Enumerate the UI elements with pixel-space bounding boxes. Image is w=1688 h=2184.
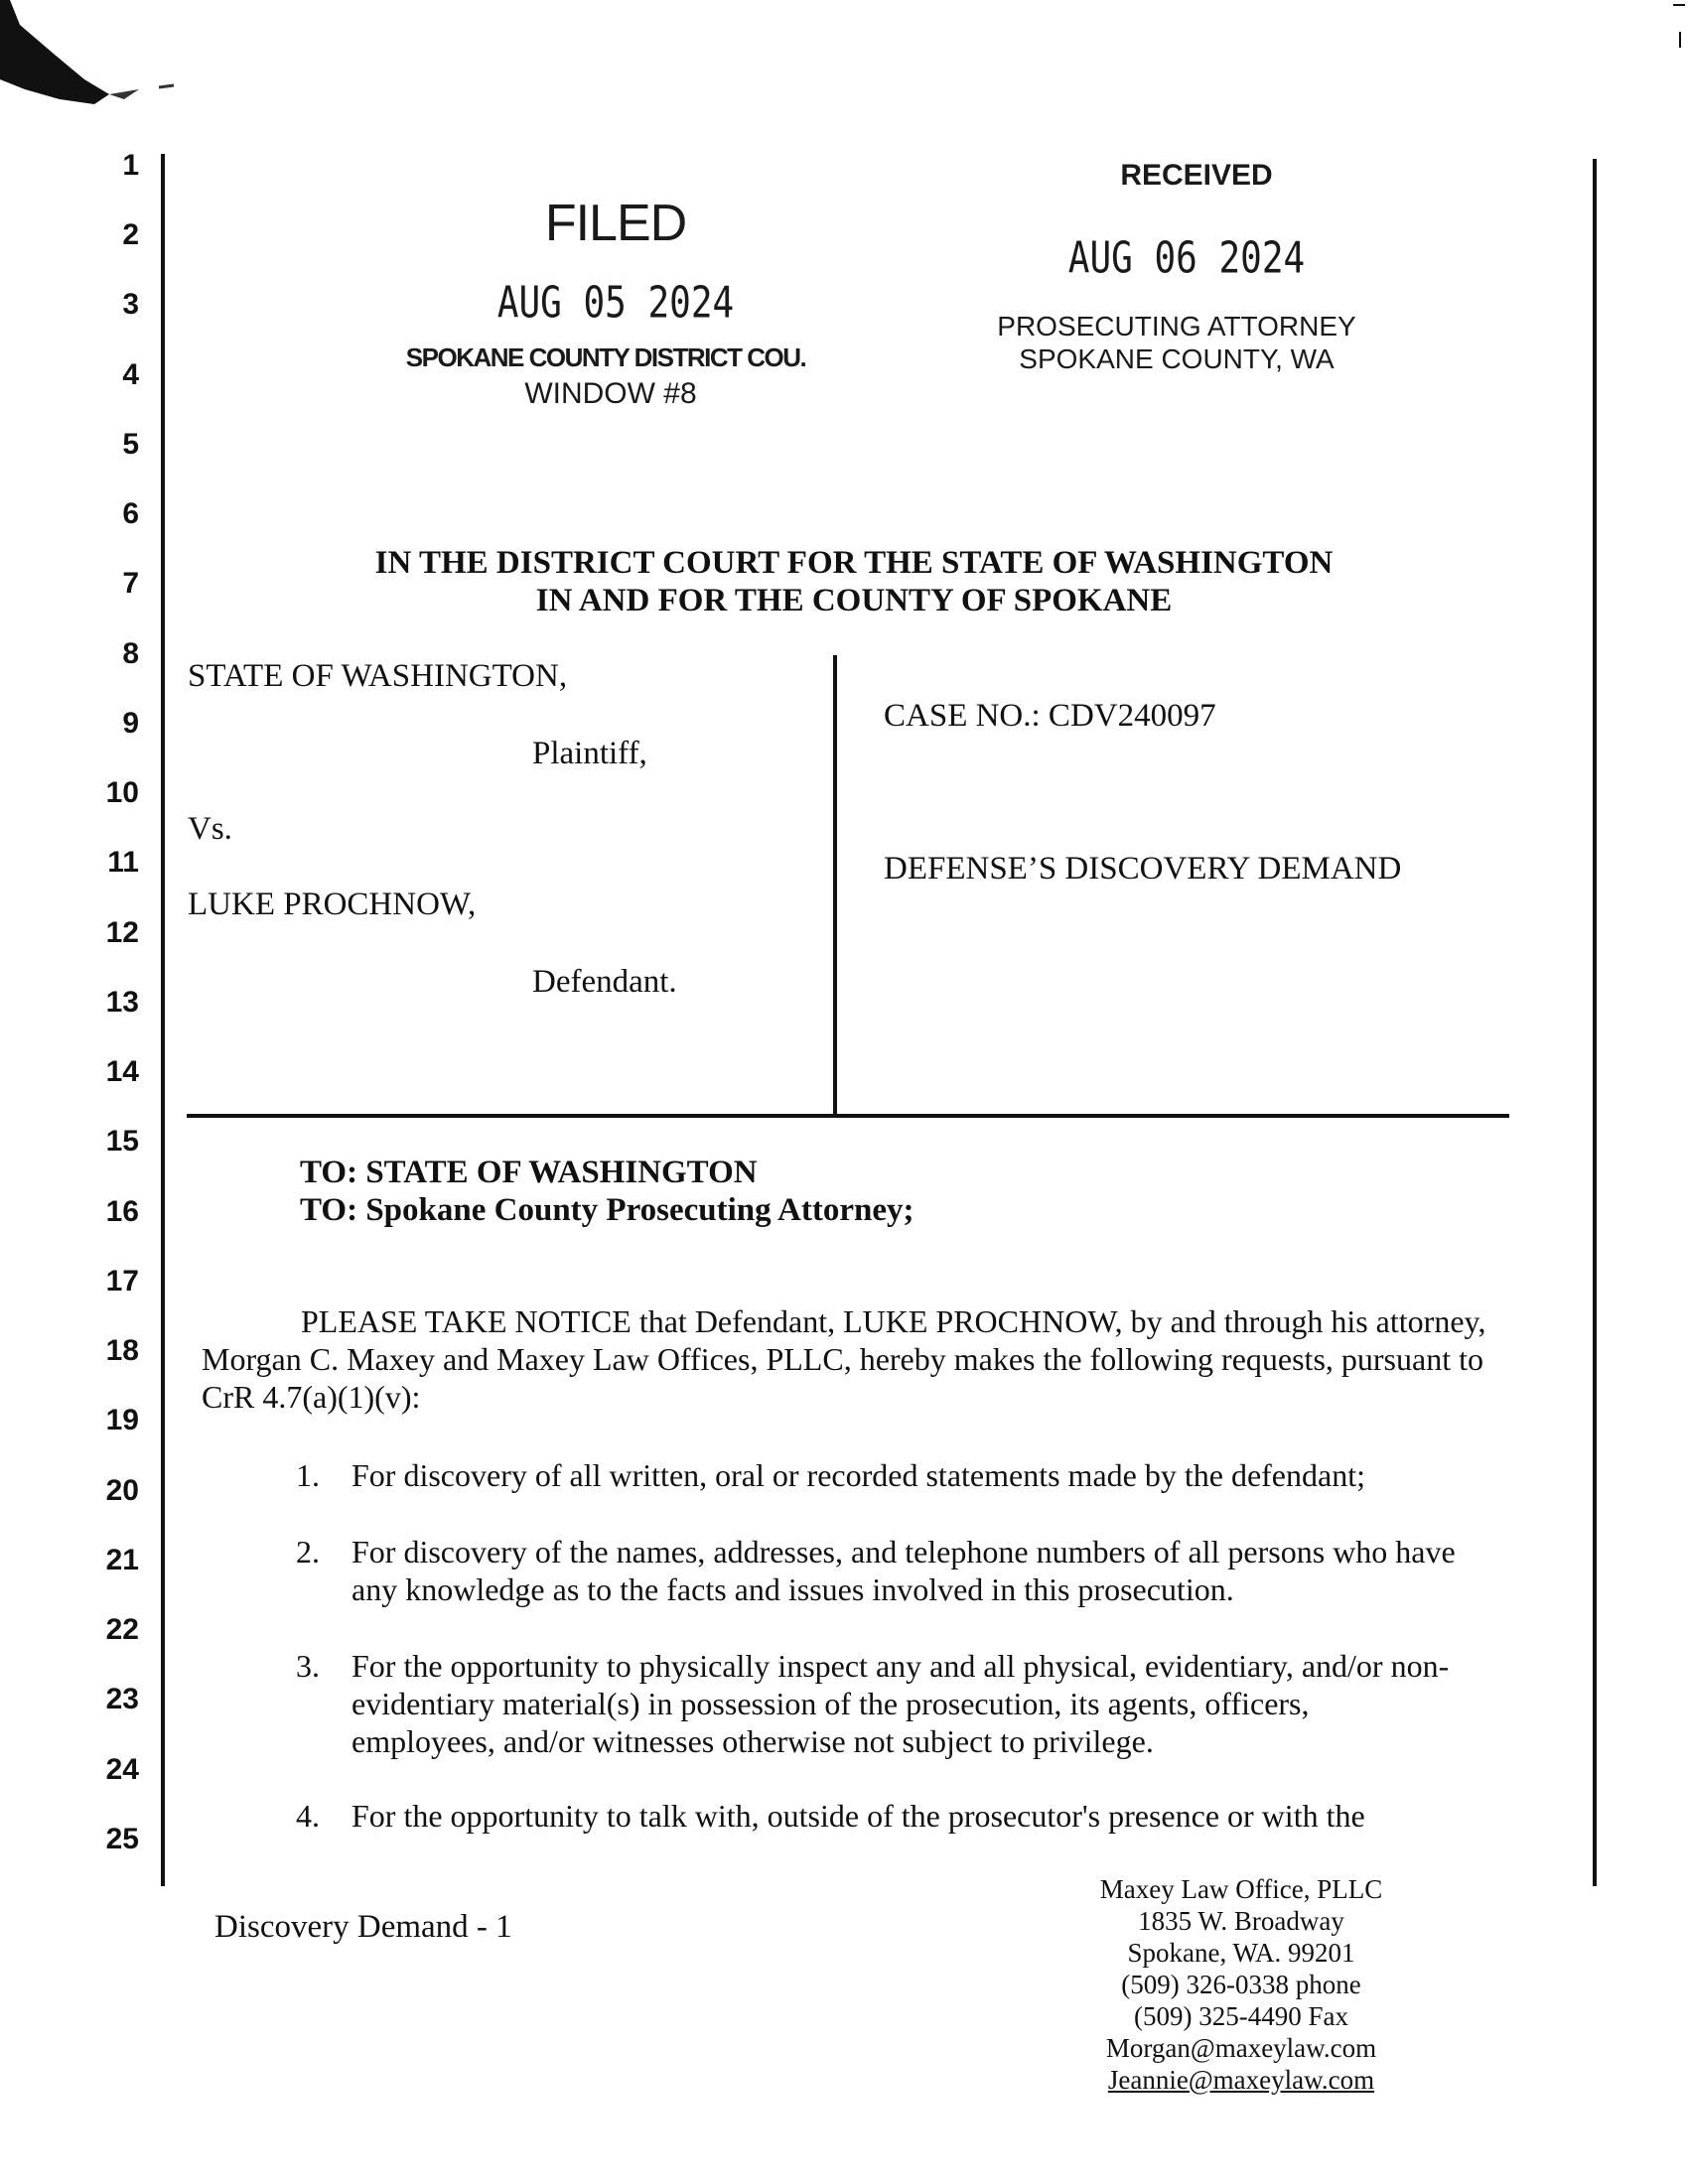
firm-email-morgan[interactable]: Morgan@maxeylaw.com (1105, 2033, 1377, 2063)
request-number: 2. (296, 1534, 320, 1570)
line-number: 12 (105, 916, 139, 949)
firm-fax: (509) 325-4490 Fax (1134, 2001, 1348, 2031)
line-number: 8 (122, 637, 139, 670)
received-stamp-date: AUG 06 2024 (1067, 233, 1306, 284)
footer-page-title: Discovery Demand - 1 (214, 1909, 512, 1945)
line-number: 18 (105, 1334, 139, 1367)
firm-street: 1835 W. Broadway (1138, 1906, 1344, 1936)
received-stamp-office (973, 310, 1380, 375)
scan-corner-mark (0, 0, 189, 119)
court-heading-line1: IN THE DISTRICT COURT FOR THE STATE OF WASHINGTON (374, 545, 1334, 581)
plaintiff-name: STATE OF WASHINGTON, (188, 658, 568, 694)
firm-email-jeannie[interactable]: Jeannie@maxeylaw.com (1107, 2065, 1375, 2095)
court-heading (258, 544, 1450, 619)
line-number: 23 (105, 1683, 139, 1715)
document-title: DEFENSE’S DISCOVERY DEMAND (884, 851, 1402, 887)
left-margin-rule (161, 154, 165, 1886)
line-number: 16 (105, 1195, 139, 1228)
addressee-line: TO: Spokane County Prosecuting Attorney; (300, 1192, 914, 1228)
line-number: 11 (107, 846, 139, 879)
filed-stamp-court: SPOKANE COUNTY DISTRICT COU. (405, 342, 806, 372)
scan-edge-mark (1658, 0, 1688, 69)
line-number: 25 (105, 1823, 139, 1855)
request-text: For discovery of the names, addresses, and telephone numbers of all persons who have any knowledge as to the facts and issues involved in this prosecution. (352, 1534, 1456, 1607)
request-text: For the opportunity to physically inspect any and all physical, evidentiary, and/or non-evidentiary material(s) in possession of the prosecution, its agents, officers, employees, and/or witnesses otherwise not subject to privilege. (352, 1648, 1450, 1759)
firm-city: Spokane, WA. 99201 (1127, 1938, 1355, 1968)
caption-divider (833, 655, 837, 1114)
request-text: For the opportunity to talk with, outside of the prosecutor's presence or with the (352, 1798, 1365, 1834)
line-number: 24 (105, 1753, 139, 1786)
line-number: 3 (122, 288, 139, 321)
request-number: 1. (296, 1457, 320, 1493)
line-number: 10 (105, 776, 139, 809)
line-number: 17 (105, 1265, 139, 1297)
line-number: 14 (105, 1055, 139, 1088)
line-number: 13 (105, 986, 139, 1019)
firm-phone: (509) 326-0338 phone (1121, 1970, 1361, 1999)
versus-label: Vs. (188, 811, 232, 847)
request-item (296, 1647, 1458, 1760)
request-text: For discovery of all written, oral or recorded statements made by the defendant; (352, 1457, 1365, 1493)
line-number: 1 (122, 149, 139, 182)
line-number: 5 (122, 428, 139, 461)
firm-address-block (1082, 1873, 1400, 2096)
line-number: 22 (105, 1613, 139, 1646)
received-stamp-title: RECEIVED (1120, 159, 1273, 192)
line-number: 15 (105, 1125, 139, 1158)
notice-paragraph (202, 1302, 1492, 1416)
request-item (296, 1533, 1458, 1608)
request-item (296, 1797, 1458, 1835)
caption-bottom-rule (187, 1114, 1509, 1118)
right-margin-rule (1593, 159, 1597, 1886)
filed-stamp-window: WINDOW #8 (524, 377, 697, 410)
line-number: 20 (105, 1474, 139, 1507)
line-number: 7 (122, 567, 139, 600)
addressee-line: TO: STATE OF WASHINGTON (300, 1155, 758, 1190)
defendant-name: LUKE PROCHNOW, (188, 887, 477, 922)
request-number: 3. (296, 1648, 320, 1684)
received-stamp-line2: SPOKANE COUNTY, WA (1019, 343, 1335, 374)
request-number: 4. (296, 1798, 320, 1834)
filed-stamp-title: FILED (544, 195, 687, 252)
defendant-role: Defendant. (532, 964, 677, 1000)
line-number: 4 (122, 358, 139, 391)
line-number: 6 (122, 497, 139, 530)
notice-text: PLEASE TAKE NOTICE that Defendant, LUKE PROCHNOW, by and through his attorney, Morgan C. Maxey and Maxey Law Offices, PLLC, hereby makes the following requests, pursuant to CrR 4.7(a)(1)(v): (202, 1303, 1486, 1415)
plaintiff-role: Plaintiff, (532, 736, 647, 771)
firm-name: Maxey Law Office, PLLC (1099, 1874, 1383, 1904)
court-heading-line2: IN AND FOR THE COUNTY OF SPOKANE (535, 583, 1173, 618)
line-number: 21 (105, 1544, 139, 1576)
case-number: CASE NO.: CDV240097 (884, 698, 1216, 734)
request-item (296, 1456, 1458, 1494)
filed-stamp-date: AUG 05 2024 (496, 278, 735, 329)
received-stamp-line1: PROSECUTING ATTORNEY (997, 311, 1356, 341)
line-number: 9 (122, 707, 139, 740)
line-number: 19 (105, 1404, 139, 1436)
line-number: 2 (122, 218, 139, 251)
